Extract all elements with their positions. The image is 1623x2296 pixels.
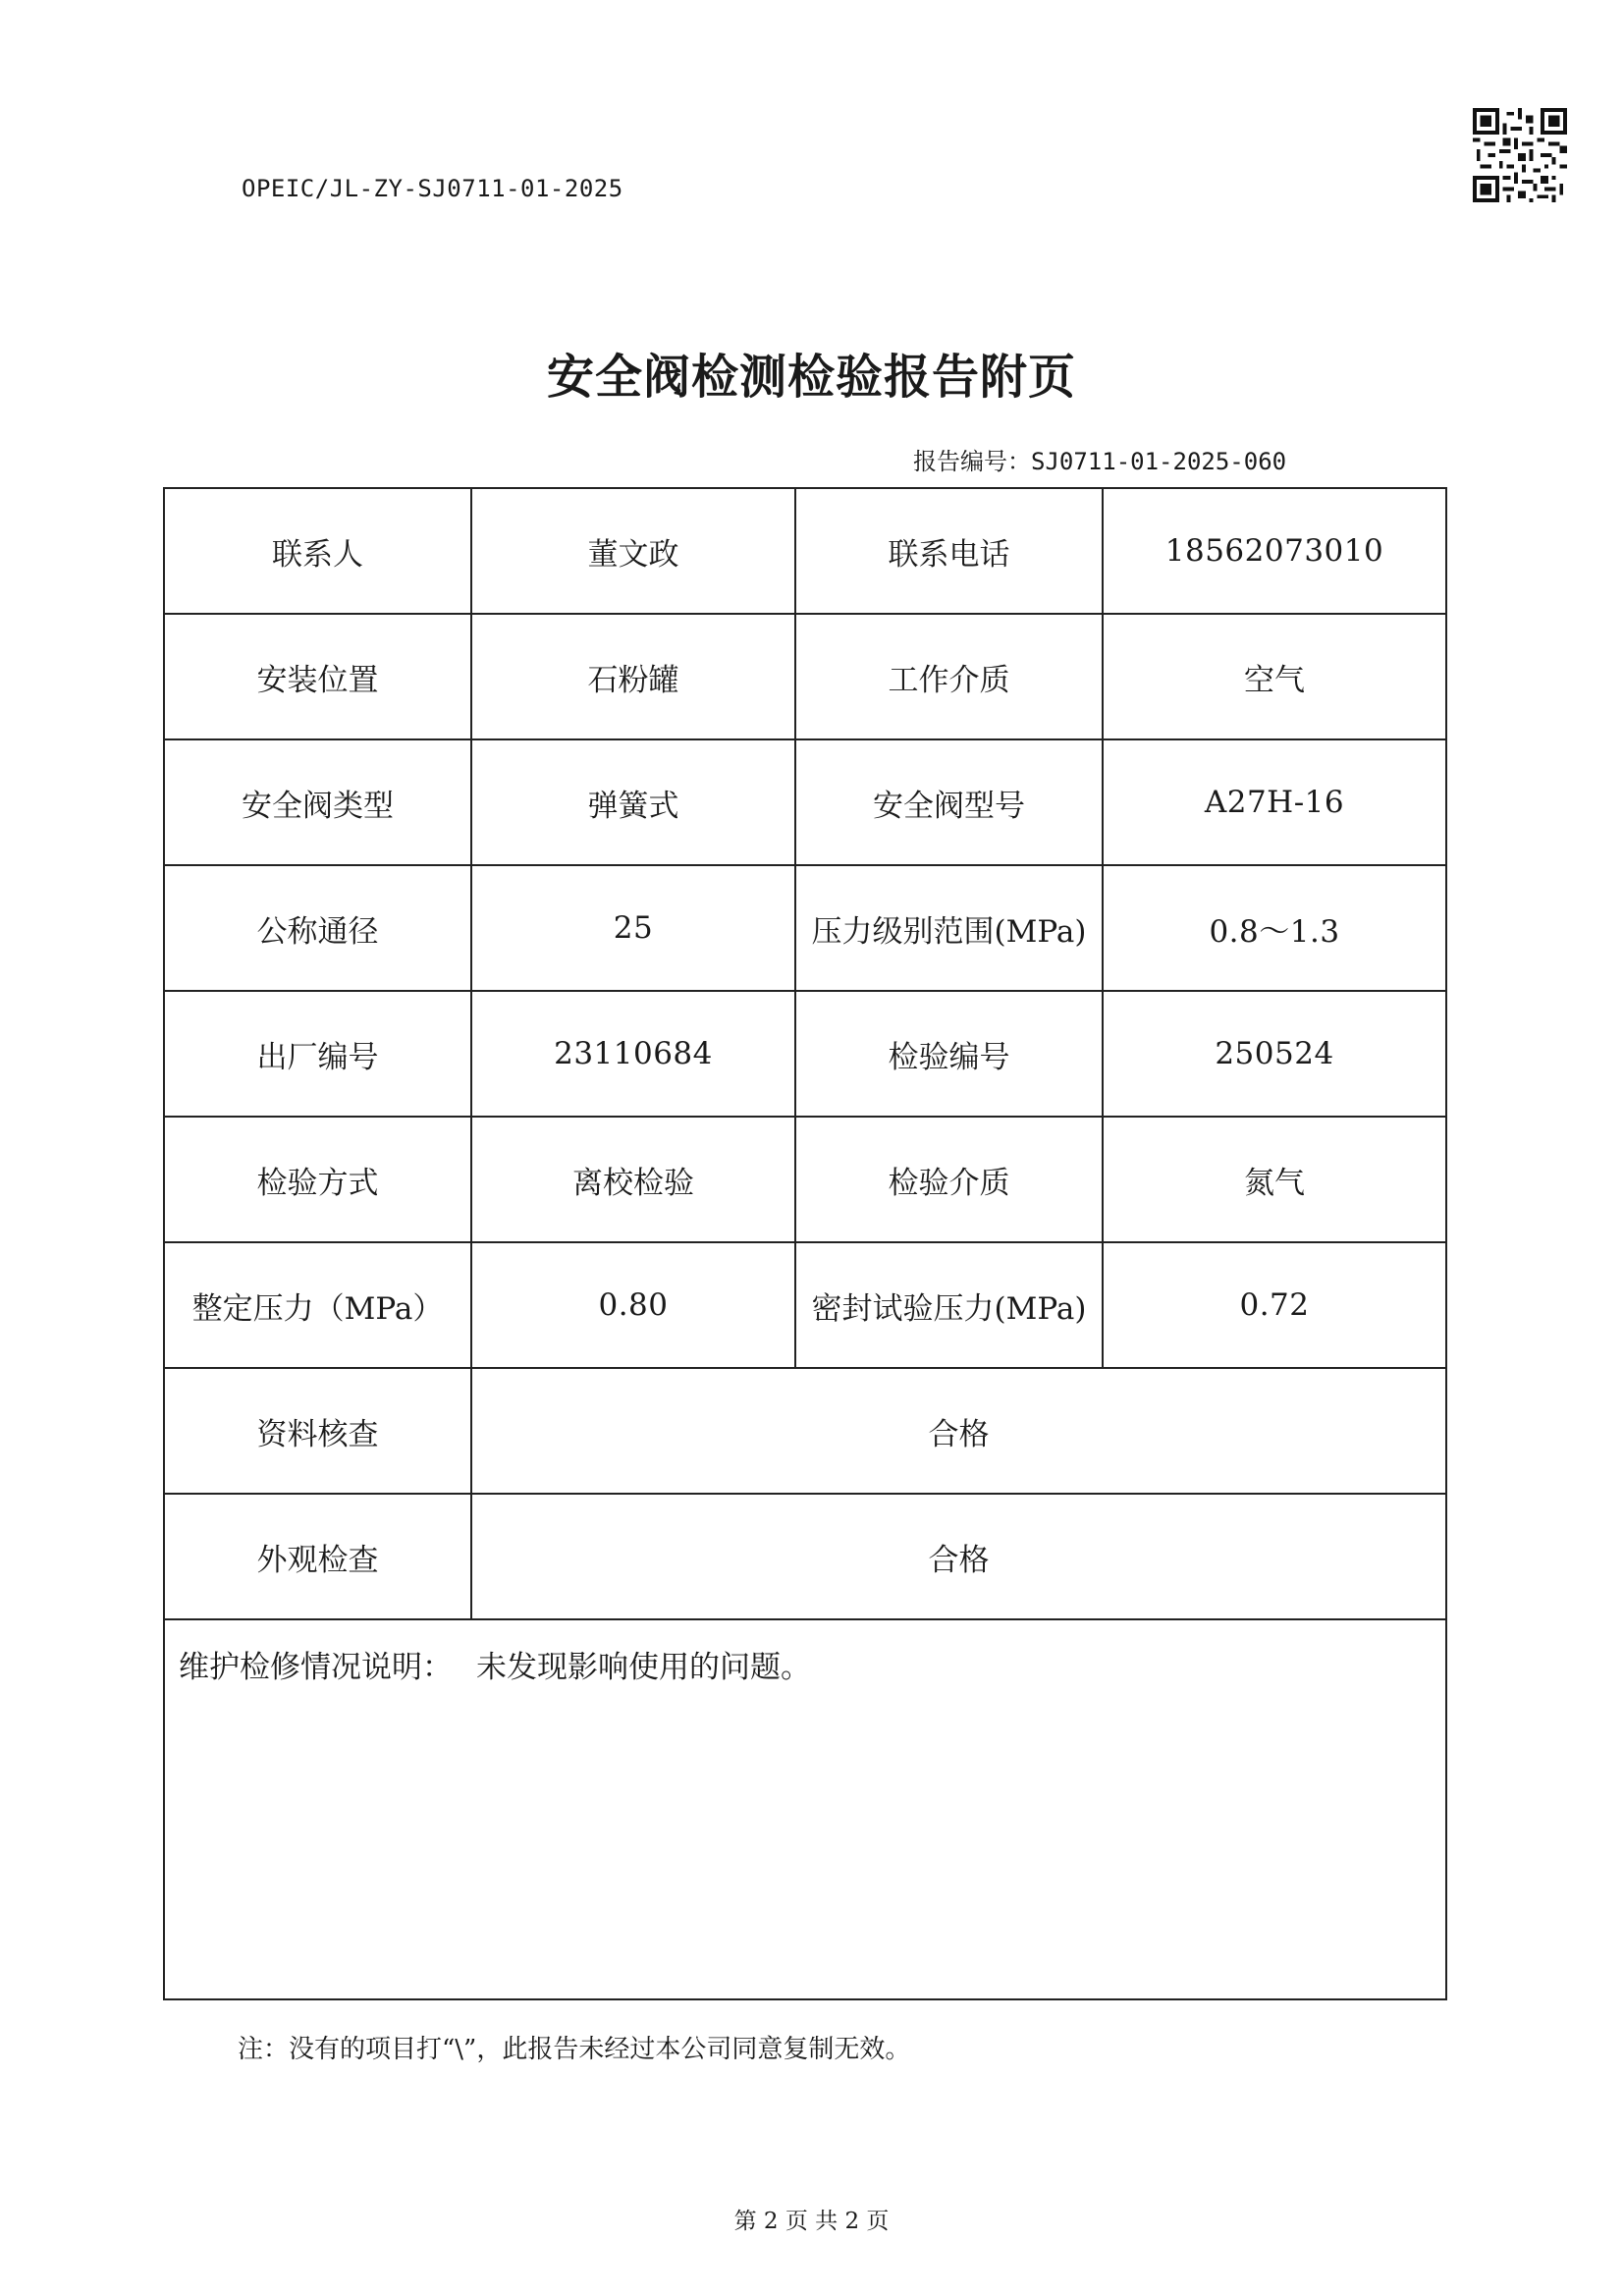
qr-code-icon [1473,108,1567,202]
table-cell-value: 25 [471,865,795,991]
visual-check-label: 外观检查 [164,1494,471,1619]
table-cell-value: A27H-16 [1103,739,1446,865]
maintenance-value: 未发现影响使用的问题。 [476,1650,811,1685]
table-cell-value: 23110684 [471,991,795,1117]
table-row-data-review [164,1368,1446,1494]
table-cell-label: 检验方式 [164,1117,471,1242]
data-review-value: 合格 [471,1368,1446,1494]
table-cell-value: 离校检验 [471,1117,795,1242]
report-number [913,442,1286,476]
table-cell-label: 公称通径 [164,865,471,991]
table-row [164,1242,1446,1368]
data-review-label: 资料核查 [164,1368,471,1494]
table-cell-label: 联系电话 [795,488,1103,614]
visual-check-value: 合格 [471,1494,1446,1619]
table-row [164,1117,1446,1242]
table-cell-value: 氮气 [1103,1117,1446,1242]
table-cell-label: 安全阀型号 [795,739,1103,865]
table-cell-label: 压力级别范围(MPa) [795,865,1103,991]
table-row [164,614,1446,739]
table-row-visual-check [164,1494,1446,1619]
table-row-maintenance [164,1619,1446,1999]
table-cell-label: 出厂编号 [164,991,471,1117]
maintenance-notes [164,1619,1446,1999]
table-cell-label: 工作介质 [795,614,1103,739]
table-cell-value: 石粉罐 [471,614,795,739]
table-cell-label: 安全阀类型 [164,739,471,865]
maintenance-label: 维护检修情况说明： [179,1650,453,1685]
table-cell-value: 董文政 [471,488,795,614]
table-row [164,739,1446,865]
document-code: OPEIC/JL-ZY-SJ0711-01-2025 [242,175,623,202]
table-cell-value: 250524 [1103,991,1446,1117]
table-cell-value: 18562073010 [1103,488,1446,614]
table-cell-value: 0.80 [471,1242,795,1368]
table-cell-label: 整定压力（MPa） [164,1242,471,1368]
report-number-label: 报告编号： [913,448,1031,475]
report-number-value: SJ0711-01-2025-060 [1031,448,1287,475]
page-title: 安全阀检测检验报告附页 [546,350,1076,405]
table-cell-value: 0.72 [1103,1242,1446,1368]
table-row [164,991,1446,1117]
table-cell-label: 安装位置 [164,614,471,739]
table-cell-label: 检验介质 [795,1117,1103,1242]
table-cell-value: 0.8～1.3 [1103,865,1446,991]
footnote: 注：没有的项目打“\”，此报告未经过本公司同意复制无效。 [238,2035,911,2064]
table-cell-value: 弹簧式 [471,739,795,865]
inspection-table [163,487,1447,2000]
page-number: 第 2 页 共 2 页 [733,2209,890,2234]
table-cell-value: 空气 [1103,614,1446,739]
table-row [164,865,1446,991]
table-cell-label: 联系人 [164,488,471,614]
table-cell-label: 检验编号 [795,991,1103,1117]
table-row [164,488,1446,614]
table-cell-label: 密封试验压力(MPa) [795,1242,1103,1368]
